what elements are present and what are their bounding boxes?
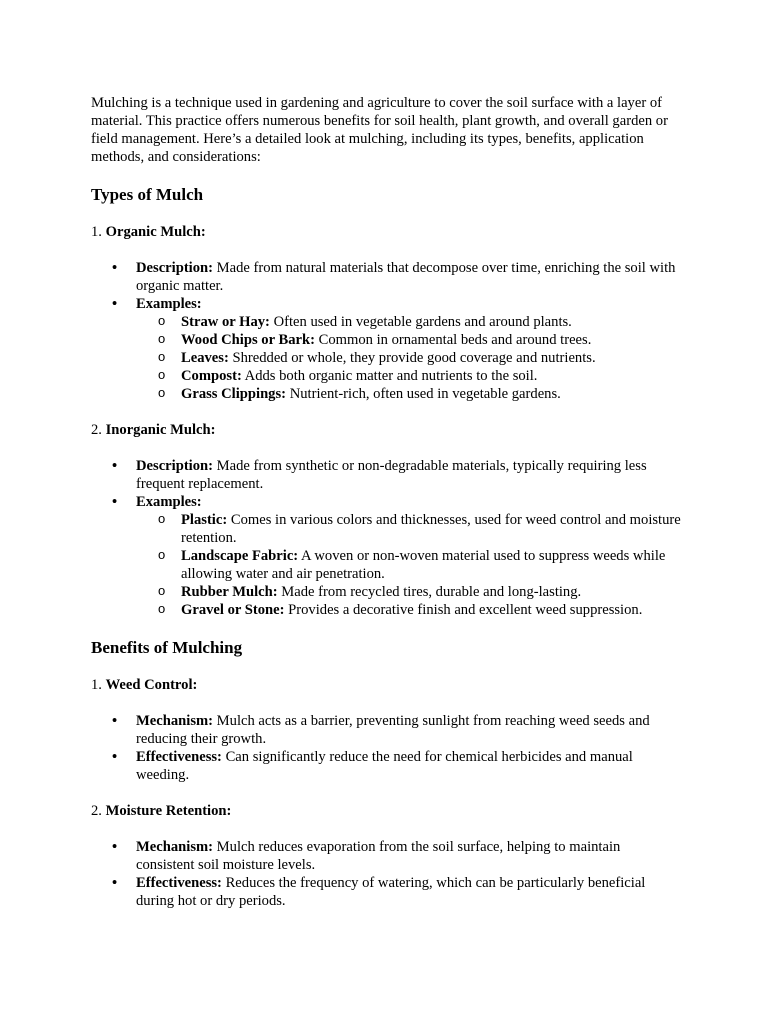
sub-list-item [136, 547, 681, 583]
example-label: Grass Clippings: [181, 386, 287, 402]
weed-control-heading [91, 676, 681, 694]
effectiveness-text: Reduces the frequency of watering, which can be particularly beneficial during hot or dry periods. [136, 875, 646, 909]
inorganic-mulch-heading [91, 421, 681, 439]
example-text: Comes in various colors and thicknesses, used for weed control and moisture retention. [181, 512, 681, 546]
intro-paragraph: Mulching is a technique used in gardening and agriculture to cover the soil surface with a layer of material. This practice offers numerous benefits for soil health, plant growth, and overall garden or field management. Here’s a detailed look at mulching, including its types, benefits, application methods, and considerations: [91, 95, 668, 165]
example-label: Compost: [181, 368, 242, 384]
moisture-number: 2. [91, 803, 102, 819]
example-text: Adds both organic matter and nutrients to the soil. [244, 368, 538, 384]
sub-list-item [136, 385, 681, 403]
description-text: Made from synthetic or non-degradable materials, typically requiring less frequent replacement. [136, 458, 647, 492]
inorganic-examples-list [136, 511, 681, 619]
organic-list [91, 259, 681, 403]
sub-list-item [136, 583, 681, 601]
weed-label: Weed Control: [105, 677, 198, 693]
list-item [91, 748, 681, 784]
example-text: Made from recycled tires, durable and long-lasting. [281, 584, 582, 600]
inorganic-label: Inorganic Mulch: [105, 422, 216, 438]
document-page [91, 94, 681, 928]
inorganic-list [91, 457, 681, 619]
list-item [91, 874, 681, 910]
example-label: Straw or Hay: [181, 314, 270, 330]
example-text: Shredded or whole, they provide good coverage and nutrients. [232, 350, 596, 366]
example-text: Often used in vegetable gardens and around plants. [273, 314, 572, 330]
examples-label: Examples: [136, 296, 202, 312]
list-item [91, 259, 681, 295]
weed-number: 1. [91, 677, 102, 693]
moisture-label: Moisture Retention: [105, 803, 232, 819]
moisture-retention-list [91, 838, 681, 910]
example-label: Wood Chips or Bark: [181, 332, 315, 348]
sub-list-item [136, 601, 681, 619]
description-label: Description: [136, 260, 214, 276]
inorganic-number: 2. [91, 422, 102, 438]
organic-number: 1. [91, 224, 102, 240]
mechanism-label: Mechanism: [136, 713, 214, 729]
list-item [91, 457, 681, 493]
effectiveness-label: Effectiveness: [136, 875, 222, 891]
organic-mulch-heading [91, 223, 681, 241]
list-item [91, 295, 681, 403]
list-item [91, 712, 681, 748]
sub-list-item [136, 367, 681, 385]
mechanism-label: Mechanism: [136, 839, 214, 855]
section-heading-types: Types of Mulch [91, 185, 204, 204]
sub-list-item [136, 331, 681, 349]
effectiveness-label: Effectiveness: [136, 749, 222, 765]
example-label: Rubber Mulch: [181, 584, 278, 600]
mechanism-text: Mulch acts as a barrier, preventing sunlight from reaching weed seeds and reducing their growth. [136, 713, 650, 747]
mechanism-text: Mulch reduces evaporation from the soil surface, helping to maintain consistent soil moisture levels. [136, 839, 621, 873]
section-heading-benefits: Benefits of Mulching [91, 638, 243, 657]
organic-label: Organic Mulch: [105, 224, 206, 240]
description-text: Made from natural materials that decompose over time, enriching the soil with organic matter. [136, 260, 676, 294]
weed-control-list [91, 712, 681, 784]
example-text: Nutrient-rich, often used in vegetable gardens. [289, 386, 561, 402]
list-item [91, 493, 681, 619]
organic-examples-list [136, 313, 681, 403]
description-label: Description: [136, 458, 214, 474]
example-label: Landscape Fabric: [181, 548, 299, 564]
effectiveness-text: Can significantly reduce the need for chemical herbicides and manual weeding. [136, 749, 633, 783]
sub-list-item [136, 349, 681, 367]
example-label: Gravel or Stone: [181, 602, 285, 618]
list-item [91, 838, 681, 874]
example-label: Leaves: [181, 350, 229, 366]
sub-list-item [136, 313, 681, 331]
example-text: Common in ornamental beds and around trees. [318, 332, 592, 348]
example-text: Provides a decorative finish and excellent weed suppression. [288, 602, 643, 618]
example-text: A woven or non-woven material used to suppress weeds while allowing water and air penetration. [181, 548, 666, 582]
moisture-retention-heading [91, 802, 681, 820]
example-label: Plastic: [181, 512, 228, 528]
examples-label: Examples: [136, 494, 202, 510]
sub-list-item [136, 511, 681, 547]
